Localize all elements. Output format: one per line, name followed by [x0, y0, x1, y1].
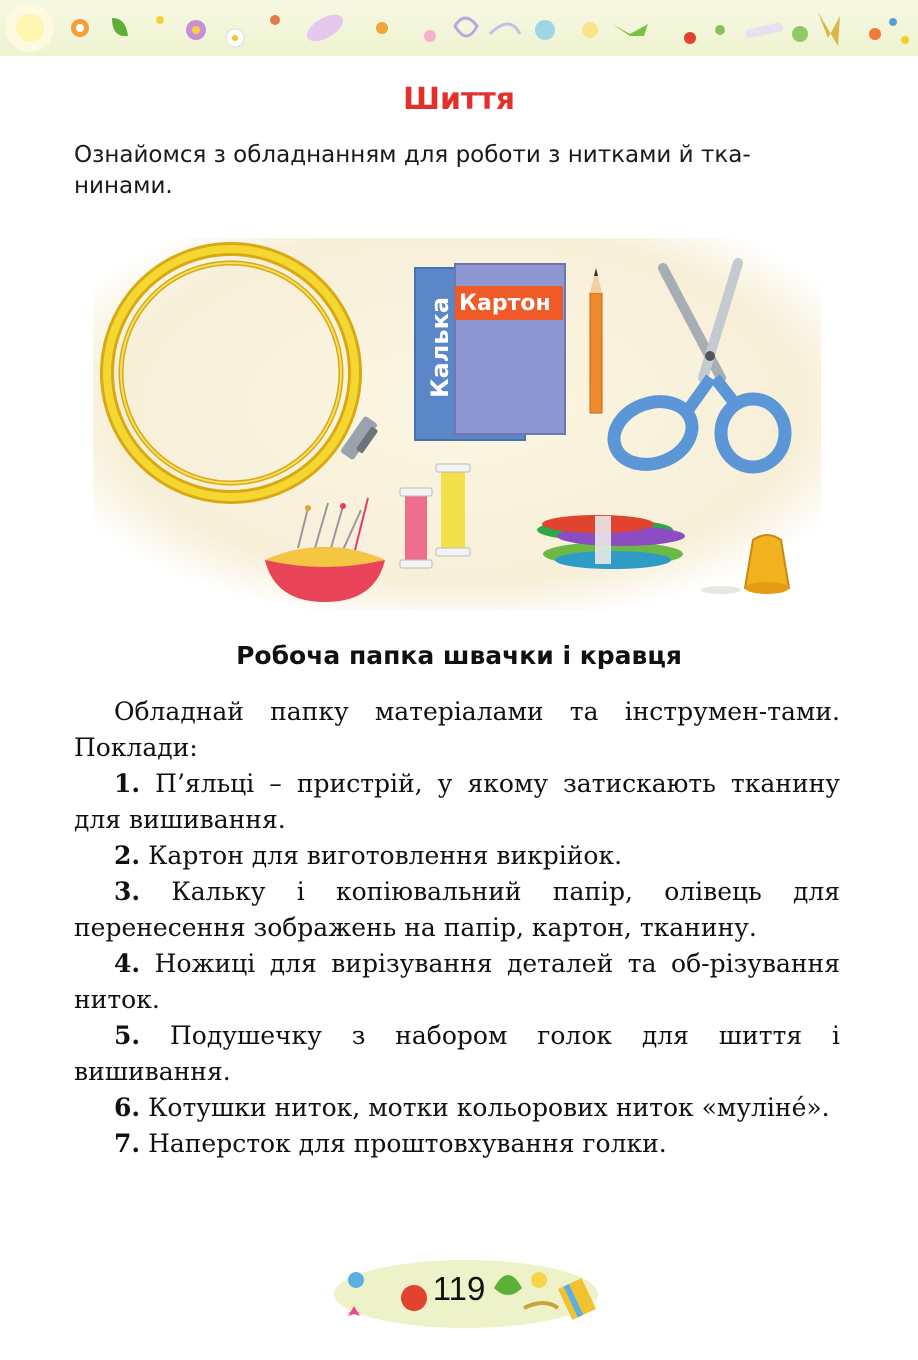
page-number: 119 [432, 1270, 486, 1307]
tracing-paper-label: Калька [426, 296, 454, 398]
section-subtitle: Робоча папка швачки і кравця [236, 641, 682, 670]
list-item: 5. Подушечку з набором голок для шиття і вишивання. [74, 1021, 840, 1086]
body-text [74, 694, 840, 1162]
cardboard-label: Картон [459, 291, 551, 316]
decorative-top-banner [0, 0, 918, 56]
page-title: Шиття [402, 82, 516, 117]
intro-text [74, 140, 844, 202]
sewing-tools-illustration [93, 238, 821, 610]
banner-ornaments [0, 0, 918, 56]
pencil-icon [590, 268, 602, 413]
list-item: 7. Наперсток для проштовхування голки. [114, 1129, 667, 1158]
illustration-svg [93, 238, 821, 610]
list-item: 4. Ножиці для вирізування деталей та об-різування ниток. [74, 949, 840, 1014]
intro-paragraph: Обладнай папку матеріалами та інструмен-тами. Поклади: [74, 697, 840, 762]
list-item: 2. Картон для виготовлення викрійок. [114, 841, 623, 870]
list-item: 3. Кальку і копіювальний папір, олівець для перенесення зображень на папір, картон, тканину. [74, 877, 840, 942]
intro-line-1: Ознайомся з обладнанням для роботи з нитками й тка- [74, 142, 751, 168]
list-item: 6. Котушки ниток, мотки кольорових ниток «муліне́». [114, 1093, 830, 1122]
intro-line-2: нинами. [74, 173, 173, 199]
list-item: 1. П’яльці – пристрій, у якому затискають тканину для вишивання. [74, 769, 840, 834]
cardboard-icon [455, 264, 565, 434]
